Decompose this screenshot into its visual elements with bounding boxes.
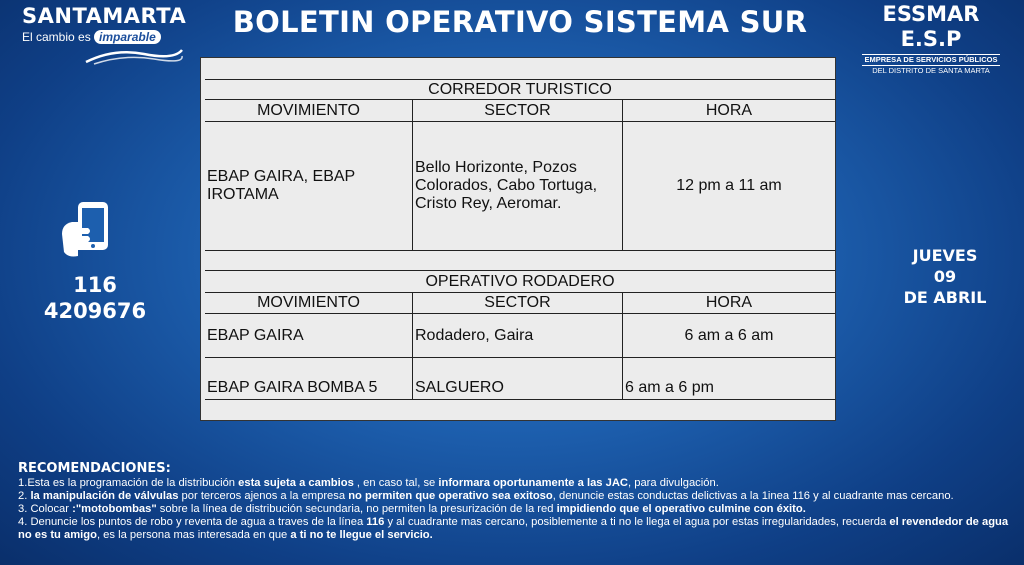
cell-sector: Rodadero, Gaira xyxy=(413,314,623,357)
date xyxy=(895,245,995,308)
rec1-text: , para divulgación. xyxy=(628,477,719,489)
section1-title-row xyxy=(205,80,835,100)
date-month: DE ABRIL xyxy=(903,288,987,307)
santamarta-logo xyxy=(22,4,187,64)
brand-right-line1: EMPRESA DE SERVICIOS PÚBLICOS xyxy=(862,54,1000,66)
section1-header-row xyxy=(205,100,835,122)
rec2-bold: no permiten que operativo sea exitoso xyxy=(348,490,553,502)
table-row xyxy=(205,122,835,251)
cell-hora: 6 am a 6 pm xyxy=(625,379,714,396)
rec1-bold: esta sujeta a cambios xyxy=(238,477,354,489)
rec4-text: , es la persona mas interesada en que xyxy=(96,529,291,541)
rec3-text: 3. Colocar xyxy=(18,503,73,515)
rec2-text: 2. xyxy=(18,490,31,502)
header-sector: SECTOR xyxy=(413,293,623,313)
section2-title-row xyxy=(205,271,835,293)
rec3-text: sobre la línea de distribución secundaria, no permiten la presurización de la red xyxy=(156,503,557,515)
cell-sector: SALGUERO xyxy=(413,358,623,399)
rec1-text: 1.Esta es la programación de la distribución xyxy=(18,477,239,489)
essmar-logo xyxy=(856,2,1006,75)
section1-title: CORREDOR TURISTICO xyxy=(428,80,612,98)
date-day: JUEVES xyxy=(912,246,978,265)
slogan xyxy=(22,29,187,45)
rec2-text: , denuncie estas conductas delictivas a la 1inea 116 y al cuadrante mas cercano. xyxy=(552,490,954,502)
recommendation-2 xyxy=(18,490,1018,503)
rec4-text: y al cuadrante mas cercano, posiblemente a ti no le llega el agua por estas irregularidades, recuerda xyxy=(384,516,890,528)
cell-sector: Bello Horizonte, Pozos Colorados, Cabo Tortuga, Cristo Rey, Aeromar. xyxy=(413,122,623,250)
table-spacer-row xyxy=(205,251,835,271)
rec1-text: , en caso tal, se xyxy=(353,477,439,489)
phone-line2: 4209676 xyxy=(43,299,147,323)
page-title: BOLETIN OPERATIVO SISTEMA SUR xyxy=(232,5,808,39)
rec4-bold: a ti no te llegue el servicio. xyxy=(290,529,433,541)
rec3-bold: impidiendo que el operativo culmine con éxito. xyxy=(556,503,806,515)
recommendation-1 xyxy=(18,477,1018,490)
cell-hora: 12 pm a 11 am xyxy=(676,177,782,194)
section2-title: OPERATIVO RODADERO xyxy=(425,272,615,290)
recommendation-3 xyxy=(18,503,1018,516)
rec1-bold: informara oportunamente a las JAC xyxy=(438,477,628,489)
slogan-pill: imparable xyxy=(94,30,161,44)
phone-line1: 116 xyxy=(73,273,117,297)
cell-movimiento: EBAP GAIRA xyxy=(205,314,413,357)
recommendations-heading: RECOMENDACIONES: xyxy=(18,461,171,476)
header-movimiento: MOVIMIENTO xyxy=(205,100,413,121)
brand-right-line2: DEL DISTRITO DE SANTA MARTA xyxy=(872,66,990,75)
wave-icon xyxy=(84,44,184,66)
brand-right: ESSMAR E.S.P xyxy=(882,2,980,51)
slogan-prefix: El cambio es xyxy=(22,30,91,44)
header-movimiento: MOVIMIENTO xyxy=(205,293,413,313)
phone-numbers xyxy=(40,272,150,324)
rec4-bold: el revendedor de agua no es tu amigo xyxy=(18,516,1009,541)
table-row xyxy=(205,314,835,358)
table-spacer-row xyxy=(205,58,835,80)
phone-hand-icon xyxy=(58,200,118,262)
recommendations xyxy=(18,460,1018,542)
cell-movimiento: EBAP GAIRA, EBAP IROTAMA xyxy=(205,122,413,250)
header-hora: HORA xyxy=(705,101,753,119)
cell-hora: 6 am a 6 am xyxy=(684,326,774,344)
recommendation-4 xyxy=(18,516,1018,542)
table-row xyxy=(205,358,835,400)
section2-header-row xyxy=(205,293,835,314)
brand-left: SANTAMARTA xyxy=(22,4,187,28)
rec2-text: por terceros ajenos a la empresa xyxy=(178,490,349,502)
schedule-table xyxy=(200,57,836,421)
rec4-text: 4. Denuncie los puntos de robo y reventa de agua a traves de la línea xyxy=(18,516,367,528)
rec2-bold: la manipulación de válvulas xyxy=(30,490,179,502)
rec3-bold: :"motobombas" xyxy=(72,503,157,515)
rec4-bold: 116 xyxy=(366,516,385,528)
header-sector: SECTOR xyxy=(413,100,623,121)
cell-movimiento: EBAP GAIRA BOMBA 5 xyxy=(205,358,413,399)
date-number: 09 xyxy=(933,267,957,286)
header-hora: HORA xyxy=(705,294,753,311)
